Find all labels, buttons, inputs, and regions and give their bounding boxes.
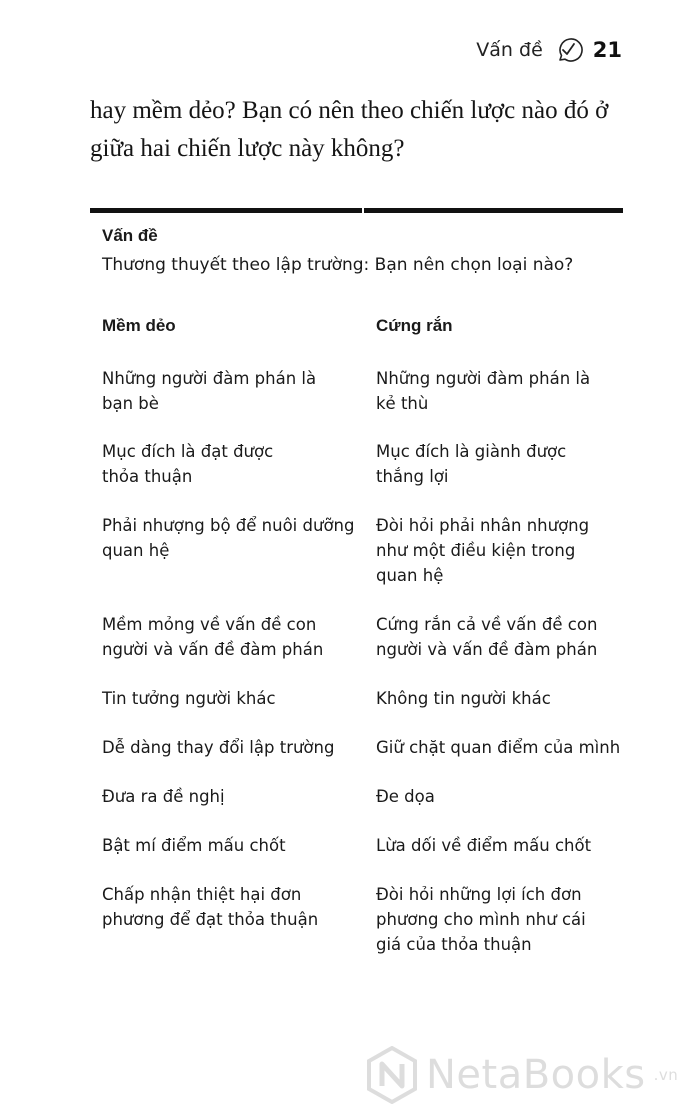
table-cell-hard: Không tin người khác xyxy=(376,689,551,708)
table-cell-soft: Đưa ra đề nghị xyxy=(102,787,225,806)
table-cell-hard: Cứng rắn cả về vấn đề con người và vấn đề đàm phán xyxy=(376,615,598,659)
page-number: 21 xyxy=(592,38,622,62)
table-cell-soft: Mục đích là đạt được thỏa thuận xyxy=(102,442,274,486)
table-cell-hard: Những người đàm phán là kẻ thù xyxy=(376,369,591,413)
box-top-rule xyxy=(90,208,623,213)
table-cell-hard: Đòi hỏi những lợi ích đơn phương cho mình như cái giá của thỏa thuận xyxy=(376,885,586,954)
box-question: Thương thuyết theo lập trường: Bạn nên chọn loại nào? xyxy=(102,255,574,275)
section-title: Vấn đề xyxy=(476,39,543,61)
watermark-brand: NetaBooks xyxy=(426,1052,646,1098)
table-cell-soft: Bật mí điểm mấu chốt xyxy=(102,836,286,855)
table-cell-hard: Lừa dối về điểm mấu chốt xyxy=(376,836,592,855)
table-cell-soft: Mềm mỏng về vấn đề con người và vấn đề đàm phán xyxy=(102,615,324,659)
table-cell-soft: Tin tưởng người khác xyxy=(102,689,276,708)
table-cell-hard: Đe dọa xyxy=(376,787,435,806)
box-title: Vấn đề xyxy=(102,226,158,245)
watermark xyxy=(366,1040,686,1110)
table-cell-hard: Giữ chặt quan điểm của mình xyxy=(376,738,621,757)
column-header-hard: Cứng rắn xyxy=(376,316,453,335)
intro-paragraph: hay mềm dẻo? Bạn có nên theo chiến lược nào đó ở giữa hai chiến lược này không? xyxy=(90,97,609,162)
table-cell-soft: Những người đàm phán là bạn bè xyxy=(102,369,317,413)
table-cell-soft: Chấp nhận thiệt hại đơn phương để đạt thỏa thuận xyxy=(102,885,319,929)
netabooks-logo-icon xyxy=(366,1046,418,1104)
table-cell-soft: Dễ dàng thay đổi lập trường xyxy=(102,738,335,757)
check-circle-icon xyxy=(553,35,583,65)
column-header-soft: Mềm dẻo xyxy=(102,316,176,335)
page-header xyxy=(476,30,622,70)
watermark-tld: .vn xyxy=(653,1066,679,1084)
table-cell-hard: Mục đích là giành được thắng lợi xyxy=(376,442,567,486)
table-cell-hard: Đòi hỏi phải nhân nhượng như một điều kiện trong quan hệ xyxy=(376,516,590,585)
table-cell-soft: Phải nhượng bộ để nuôi dưỡng quan hệ xyxy=(102,516,355,560)
